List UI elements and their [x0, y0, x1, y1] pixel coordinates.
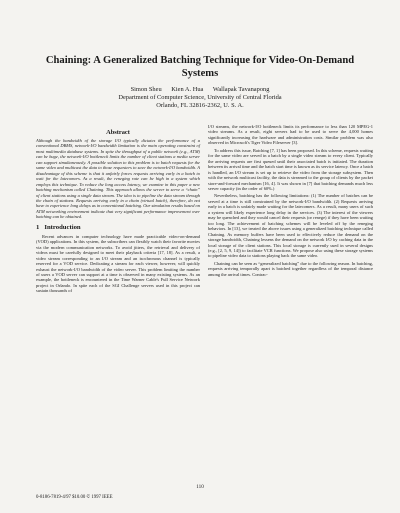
title-line-2: Systems [181, 67, 219, 79]
body-paragraph-batching: To address this issue, Batching [7, 1] has been proposed. In this scheme, requests waiting for the same video are served in a batch by a single video stream to every client. Typically the arriving requests are first queued until their associated batch is initiated. The duration between its arrival time and the batch start time is known as its service latency. Once a batch is handled, an I/O stream is set up to retrieve the video from the storage subsystem. Then with the network multicast facility, the data is streamed to the group of clients by the packet store-and-forward mechanism [16, 4]. It was shown in [7] that batching demands much less server capacity (in the order of 60%.) [208, 147, 373, 191]
copyright-footer: 0-8186-7819-4/97 $10.00 © 1997 IEEE [36, 495, 113, 500]
body-paragraph-chaining: Chaining can be seen as “generalized batching” due to the following reason. In batching, requests arriving temporally apart is batched together regardless of the temporal distance among the arrival times. Contrac- [208, 260, 373, 277]
paper-title [20, 55, 380, 80]
body-paragraph-continued: I/O streams, the network-I/O bottleneck limits its performance to less than 120 MPEG-1 video streams. As a result, eight servers had to be used to serve the 4,000 homes significantly increasing the hardware and administration costs. Similar problem was also observed in Microsoft's Tiger Video Fileserver [3]. [208, 124, 373, 146]
section-title: Introduction [44, 223, 81, 231]
page-number: 110 [196, 484, 204, 490]
author-block [20, 86, 380, 111]
section-heading-introduction [36, 224, 200, 232]
address: Orlando, FL 32816-2362, U. S. A. [156, 102, 244, 110]
body-paragraph-limitations: Nevertheless, batching has the following limitations: (1) The number of batches can be served at a time is still constrained by the network-I/O bandwidth. (2) Requests arriving early in a batch is unfairly made waiting for the latecomers. As a result, many users of such a system will likely experience long delay in the services. (3) The interest of the viewers may be quenched and they would cancel their requests (or renege) if they have been waiting too long. The achievement of batching schemes will be leveled off by the reneging behaviors. In [13], we treated the above issues using a generalized batching technique called Chaining. As memory buffers have been used to effectively reduce the demand on the storage bandwidth, Chaining lessens the demand on the network I/O by caching data in the local storage of the client stations. This local storage is currently used in several designs (e.g., [2, 5, 9, 14]) to facilitate VCR functions. We propose also using these storage systems to pipeline video data to stations playing back the same video. [208, 193, 373, 259]
right-column [208, 124, 373, 279]
abstract-heading: Abstract [106, 129, 130, 136]
left-column [36, 129, 200, 296]
author-names: Simon Sheu Kien A. Hua Wallapak Tavanapong [130, 86, 270, 93]
section-number: 1 [36, 223, 40, 231]
abstract-text: Although the bandwidth of the storage I/O typically dictates the performance of a conventional DBMS, network-I/O bandwidth limitation is the main operating constraint of most multimedia database systems. In spite the throughput of a public network (e.g., ATM) can be huge, the network-I/O bottleneck limits the number of client stations a media server can support simultaneously. A possible solution to this problem is to batch requests for the same video and multicast the data to those requesters to save the network-I/O bandwidth. A disadvantage of this scheme is that it unfairly forces requests arriving early in a batch to wait for the latecomers. As a result, the reneging rate can be high in a system which employs this technique. To reduce the long access latency, we examine in this paper a new batching mechanism called Chaining. This approach allows the server to serve a “chain” of client stations using a single data stream. The idea is to pipeline the data stream through the chain of stations. Requests arriving early in a chain (virtual batch), therefore, do not have to experience long delays as in conventional batching. Our simulation results based on ATM networking environment indicate that very significant performance improvement over batching can be obtained. [36, 138, 200, 220]
title-line-1: Chaining: A Generalized Batching Technique for Video-On-Demand [45, 55, 355, 66]
intro-paragraph-1: Recent advances in computer technology have made practicable video-on-demand (VOD) applications. In this system, the subscribers can flexibly watch their favorite movies via the modern communication networks. To avoid jitters, the retrieval and delivery of videos must be carefully designed to meet their playback criteria [17, 18]. As a result, a video stream corresponding to an I/O stream and an isochronous channel is typically reserved for a VOD service. Dedicating a stream for each viewer, however, will quickly exhaust the network-I/O bandwidth of the video server. This problem limiting the number of users a VOD server can support at a time is observed in many existing systems. As an example, the bottleneck is encountered in the Time Warner Cable's Full Service Network project in Orlando. In spite each of the SGI Challenge servers used in this project can sustain thousands of [36, 233, 200, 294]
affiliation: Department of Computer Science, University of Central Florida [118, 94, 282, 102]
